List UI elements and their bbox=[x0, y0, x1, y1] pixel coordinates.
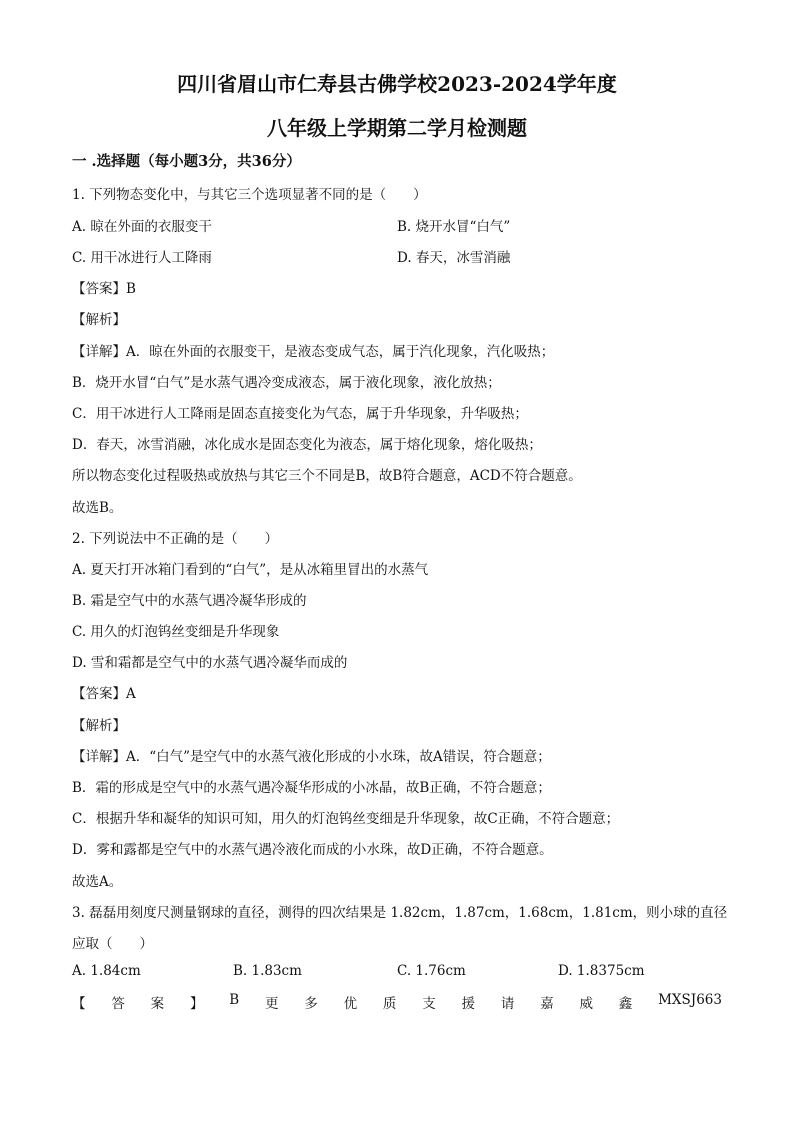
q1-detail-line: C．用干冰进行人工降雨是固态直接变化为气态，属于升华现象，升华吸热； bbox=[72, 406, 528, 422]
q1-option-b: B. 烧开水冒“白气” bbox=[397, 219, 511, 235]
answer-char: 【 bbox=[72, 996, 86, 1012]
q2-detail-line: D．雾和露都是空气中的水蒸气遇冷液化而成的小水珠，故D正确，不符合题意。 bbox=[72, 842, 553, 858]
q2-stem: 2. 下列说法中不正确的是（ ） bbox=[72, 531, 279, 547]
answer-char: 答 bbox=[111, 996, 125, 1012]
q2-option-c: C. 用久的灯泡钨丝变细是升华现象 bbox=[72, 624, 280, 640]
q2-detail-line: 【详解】A．“白气”是空气中的水蒸气液化形成的小水珠，故A错误，符合题意； bbox=[72, 749, 551, 765]
answer-char: 鑫 bbox=[618, 996, 633, 1012]
q1-option-d: D. 春天，冰雪消融 bbox=[397, 250, 511, 266]
q3-option-d: D. 1.8375cm bbox=[558, 963, 645, 979]
q1-detail-line: B．烧开水冒“白气”是水蒸气遇冷变成液态，属于液化现象，液化放热； bbox=[72, 375, 501, 391]
q1-option-c: C. 用干冰进行人工降雨 bbox=[72, 250, 212, 266]
answer-char: 嘉 bbox=[540, 996, 554, 1012]
answer-char: B bbox=[229, 992, 240, 1008]
q2-detail-line: 故选A。 bbox=[72, 874, 123, 890]
q2-answer: 【答案】A bbox=[72, 686, 136, 702]
q1-detail-line: 故选B。 bbox=[72, 500, 123, 516]
answer-char: 威 bbox=[579, 996, 593, 1012]
q2-option-b: B. 霜是空气中的水蒸气遇冷凝华形成的 bbox=[72, 593, 307, 609]
answer-char: 更 bbox=[264, 996, 279, 1012]
answer-char: 请 bbox=[500, 996, 515, 1012]
q2-option-a: A. 夏天打开冰箱门看到的“白气”，是从冰箱里冒出的水蒸气 bbox=[72, 562, 429, 578]
q2-analysis-label: 【解析】 bbox=[72, 718, 126, 734]
q1-detail-line: 所以物态变化过程吸热或放热与其它三个不同是B，故B符合题意，ACD不符合题意。 bbox=[72, 468, 582, 484]
section-heading: 一 .选择题（每小题3分，共36分） bbox=[72, 153, 301, 170]
q3-option-b: B. 1.83cm bbox=[233, 963, 302, 979]
document-title: 四川省眉山市仁寿县古佛学校2023-2024学年度 bbox=[177, 72, 617, 96]
q1-option-a: A. 晾在外面的衣服变干 bbox=[72, 219, 212, 235]
answer-char: 多 bbox=[304, 996, 318, 1012]
q1-answer: 【答案】B bbox=[72, 281, 136, 297]
q1-detail-line: D．春天，冰雪消融，冰化成水是固态变化为液态，属于熔化现象，熔化吸热； bbox=[72, 437, 542, 453]
q3-stem-line2: 应取（ ） bbox=[72, 936, 153, 952]
q2-option-d: D. 雪和霜都是空气中的水蒸气遇冷凝华而成的 bbox=[72, 655, 348, 671]
q1-detail-line: 【详解】A．晾在外面的衣服变干，是液态变成气态，属于汽化现象，汽化吸热； bbox=[72, 344, 555, 360]
q3-answer-line bbox=[72, 992, 722, 1012]
answer-char: 】 bbox=[189, 996, 204, 1012]
q1-analysis-label: 【解析】 bbox=[72, 312, 126, 328]
answer-char: 质 bbox=[382, 996, 397, 1012]
q2-detail-line: B．霜的形成是空气中的水蒸气遇冷凝华形成的小冰晶，故B正确，不符合题意； bbox=[72, 780, 551, 796]
q1-stem: 1. 下列物态变化中，与其它三个选项显著不同的是（ ） bbox=[72, 187, 427, 203]
q3-option-a: A. 1.84cm bbox=[72, 963, 141, 979]
answer-char: 优 bbox=[343, 996, 358, 1012]
answer-char: 援 bbox=[461, 996, 476, 1012]
q2-detail-line: C．根据升华和凝华的知识可知，用久的灯泡钨丝变细是升华现象，故C正确，不符合题意； bbox=[72, 811, 620, 827]
document-subtitle: 八年级上学期第二学月检测题 bbox=[267, 116, 527, 140]
answer-char: 支 bbox=[422, 996, 436, 1012]
q3-stem-line1: 3. 磊磊用刻度尺测量钢球的直径，测得的四次结果是 1.82cm，1.87cm，1.68cm，1.81cm，则小球的直径 bbox=[72, 905, 728, 921]
answer-char: MXSJ663 bbox=[658, 992, 722, 1008]
q3-option-c: C. 1.76cm bbox=[397, 963, 466, 979]
answer-char: 案 bbox=[150, 996, 165, 1012]
